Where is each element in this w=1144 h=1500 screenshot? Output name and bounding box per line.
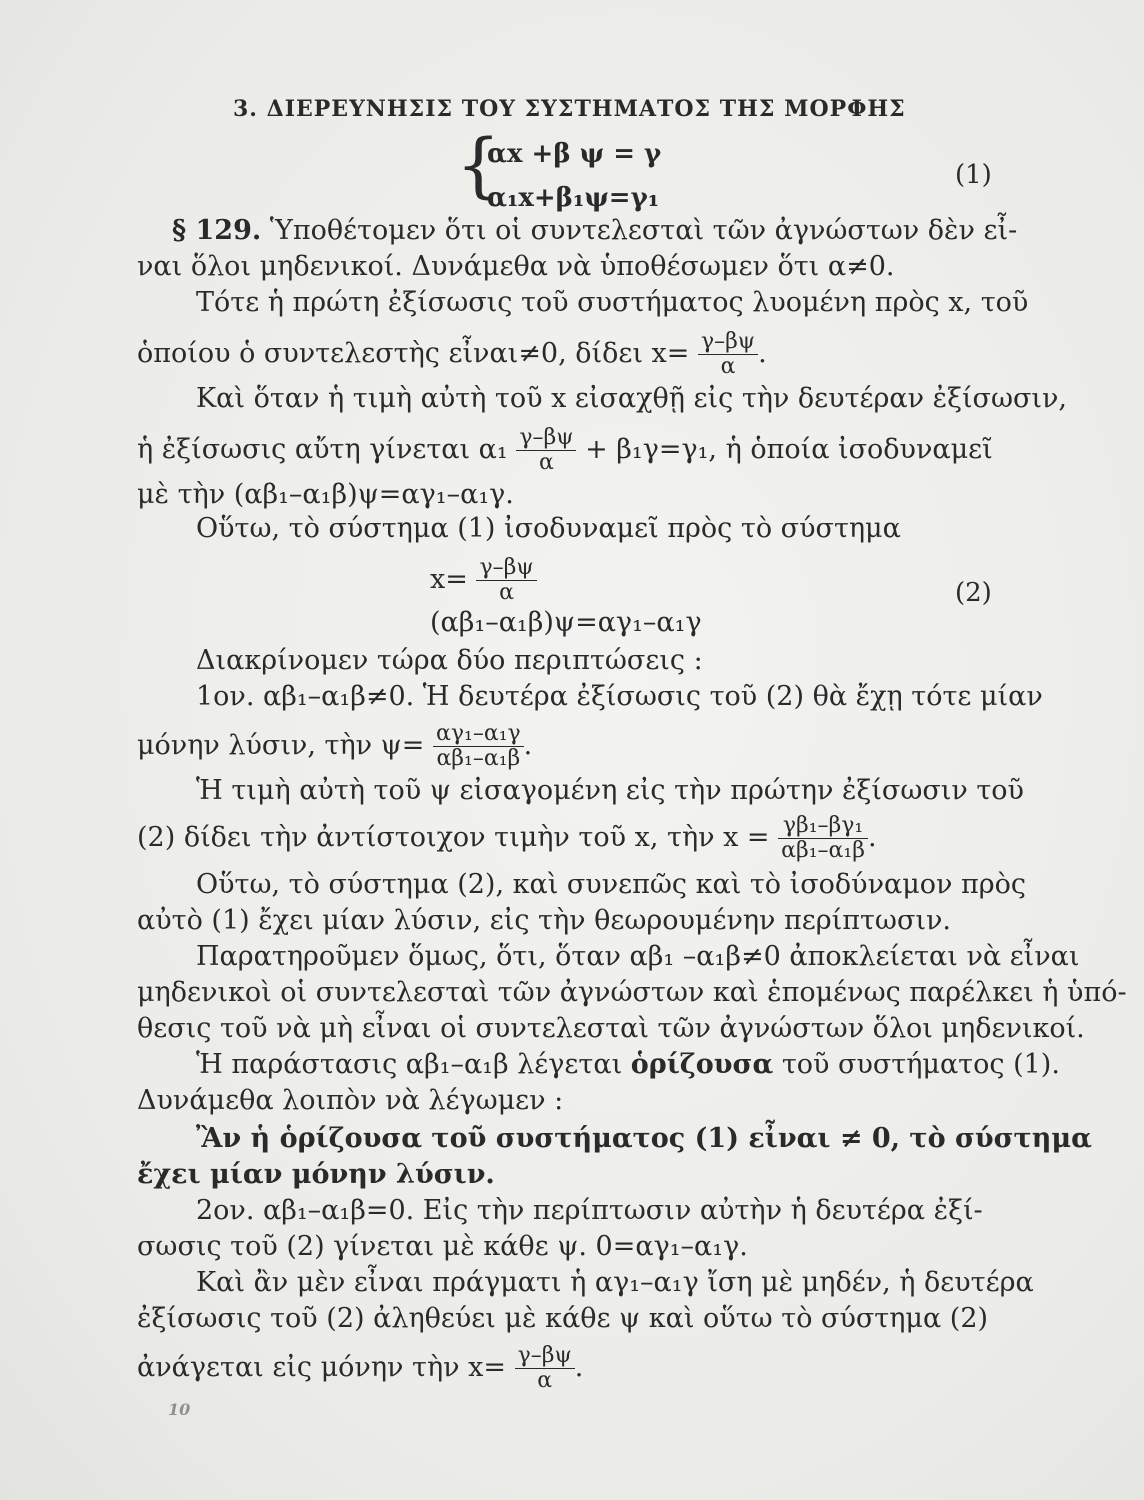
p3-line2-start: ἡ ἐξίσωσις αὔτη γίνεται α₁ [137,434,508,465]
term-determinant: ὁρίζουσα [630,1049,774,1080]
case1-tail: . [523,730,533,761]
fraction-final [515,1344,575,1393]
p2-line1: Τότε ἡ πρώτη ἐξίσωσις τοῦ συστήματος λυομένη πρὸς x, τοῦ [196,287,1029,318]
fraction-numerator: γ–βψ [516,426,576,451]
fraction-x-solution [778,814,868,863]
fraction-denominator: α [499,580,514,605]
theorem-line2: ἔχει μίαν μόνην λύσιν. [137,1159,495,1190]
fraction-psi [433,722,524,771]
case2-line1: 2ον. αβ₁–α₁β=0. Εἰς τὴν περίπτωσιν αὐτὴν ἡ δευτέρα ἐξί- [196,1195,983,1226]
p6-line1: Ἡ τιμὴ αὐτὴ τοῦ ψ εἰσαγομένη εἰς τὴν πρώτην ἐξίσωσιν τοῦ [196,775,1024,806]
p5-line: Διακρίνομεν τώρα δύο περιπτώσεις : [196,645,703,676]
fraction-numerator: αγ₁–α₁γ [433,722,524,747]
p2-line2-text: ὁποίου ὁ συντελεστὴς εἶναι≠0, δίδει x= [137,338,690,369]
p3-line3: μὲ τὴν (αβ₁–α₁β)ψ=αγ₁–α₁γ. [137,479,514,510]
p3-line1: Καὶ ὅταν ἡ τιμὴ αὐτὴ τοῦ x εἰσαχθῇ εἰς τὴν δευτέραν ἐξίσωσιν, [196,383,1068,414]
paragraph-129-line2: ναι ὅλοι μηδενικοί. Δυνάμεθα νὰ ὑποθέσωμεν ὅτι α≠0. [137,251,895,282]
p10-line2: ἐξίσωσις τοῦ (2) ἀληθεύει μὲ κάθε ψ καὶ οὕτω τὸ σύστημα (2) [137,1303,989,1334]
p7-line2: αὐτὸ (1) ἔχει μίαν λύσιν, εἰς τὴν θεωρουμένην περίπτωσιν. [137,905,951,936]
paragraph-129-line1 [172,214,1017,248]
p9-line1-start: Ἡ παράστασις αβ₁–α₁β λέγεται [196,1049,623,1080]
p7-line1: Οὕτω, τὸ σύστημα (2), καὶ συνεπῶς καὶ τὸ ἰσοδύναμον πρὸς [196,869,1027,900]
p3-line2-end: + β₁γ=γ₁, ἡ ὁποία ἰσοδυναμεῖ [585,434,993,465]
fraction-numerator: γ–βψ [476,556,536,581]
fraction-denominator: αβ₁–α₁β [781,838,865,863]
p10-tail: . [574,1352,584,1383]
p6-line2 [137,814,877,863]
fraction-system2 [476,556,536,605]
p1-line1-text: Ὑποθέτομεν ὅτι οἱ συντελεσταὶ τῶν ἀγνώστων δὲν εἶ- [269,215,1018,246]
section-number: § 129. [172,215,262,246]
fraction-x [698,330,758,379]
p9-line1 [196,1048,1060,1082]
fraction-denominator: α [537,1368,553,1393]
fraction-denominator: αβ₁–α₁β [436,746,521,771]
fraction-numerator: γ–βψ [698,330,758,355]
case1-line2-text: μόνην λύσιν, τὴν ψ= [137,730,425,761]
p6-line2-text: (2) δίδει τὴν ἀντίστοιχον τιμὴν τοῦ x, τὴν x = [137,822,770,853]
p8-line1: Παρατηροῦμεν ὅμως, ὅτι, ὅταν αβ₁ –α₁β≠0 ἀποκλείεται νὰ εἶναι [196,941,1080,972]
p10-line3-text: ἀνάγεται εἰς μόνην τὴν x= [137,1352,506,1383]
case1-line2 [137,722,532,771]
p4-line: Οὕτω, τὸ σύστημα (1) ἰσοδυναμεῖ πρὸς τὸ σύστημα [196,513,901,544]
p10-line3 [137,1344,583,1393]
p6-tail: . [867,822,877,853]
equation-label-1: (1) [955,160,992,190]
left-brace-icon: { [456,124,501,206]
page-number: 10 [168,1400,191,1419]
case1-line1: 1ον. αβ₁–α₁β≠0. Ἡ δευτέρα ἐξίσωσις τοῦ (2) θὰ ἔχῃ τότε μίαν [196,681,1043,712]
p8-line3: θεσις τοῦ νὰ μὴ εἶναι οἱ συντελεσταὶ τῶν ἀγνώστων ὅλοι μηδενικοί. [137,1013,1085,1044]
p2-line2 [137,330,767,379]
p3-line2 [137,426,993,475]
case2-line2: σωσις τοῦ (2) γίνεται μὲ κάθε ψ. 0=αγ₁–α₁γ. [137,1231,748,1262]
fraction-denominator: α [720,354,736,379]
section-title: 3. ΔΙΕΡΕΥΝΗΣΙΣ ΤΟΥ ΣΥΣΤΗΜΑΤΟΣ ΤΗΣ ΜΟΡΦΗΣ [233,96,906,122]
system2-eq1 [430,556,537,605]
p8-line2: μηδενικοὶ οἱ συντελεσταὶ τῶν ἀγνώστων καὶ ἑπομένως παρέλκει ἡ ὑπό- [137,977,1127,1008]
system2-lhs: x= [430,564,468,595]
fraction-numerator: γ–βψ [515,1344,575,1369]
fraction-numerator: γβ₁–βγ₁ [778,814,868,839]
p2-tail: . [758,338,767,369]
fraction-denominator: α [538,450,554,475]
theorem-line1: Ἂν ἡ ὁρίζουσα τοῦ συστήματος (1) εἶναι ≠ 0, τὸ σύστημα [196,1123,1092,1154]
p9-line2: Δυνάμεθα λοιπὸν νὰ λέγωμεν : [137,1085,564,1116]
p10-line1: Καὶ ἂν μὲν εἶναι πράγματι ἡ αγ₁–α₁γ ἴση μὲ μηδέν, ἡ δευτέρα [196,1267,1034,1298]
equation-label-2: (2) [955,578,992,608]
system2-eq2: (αβ₁–α₁β)ψ=αγ₁–α₁γ [430,607,702,638]
system1-eq2: α₁x+β₁ψ=γ₁ [487,183,660,213]
p9-line1-end: τοῦ συστήματος (1). [781,1049,1060,1080]
fraction-substitution [516,426,576,475]
system1-eq1: αx +β ψ = γ [487,139,662,169]
